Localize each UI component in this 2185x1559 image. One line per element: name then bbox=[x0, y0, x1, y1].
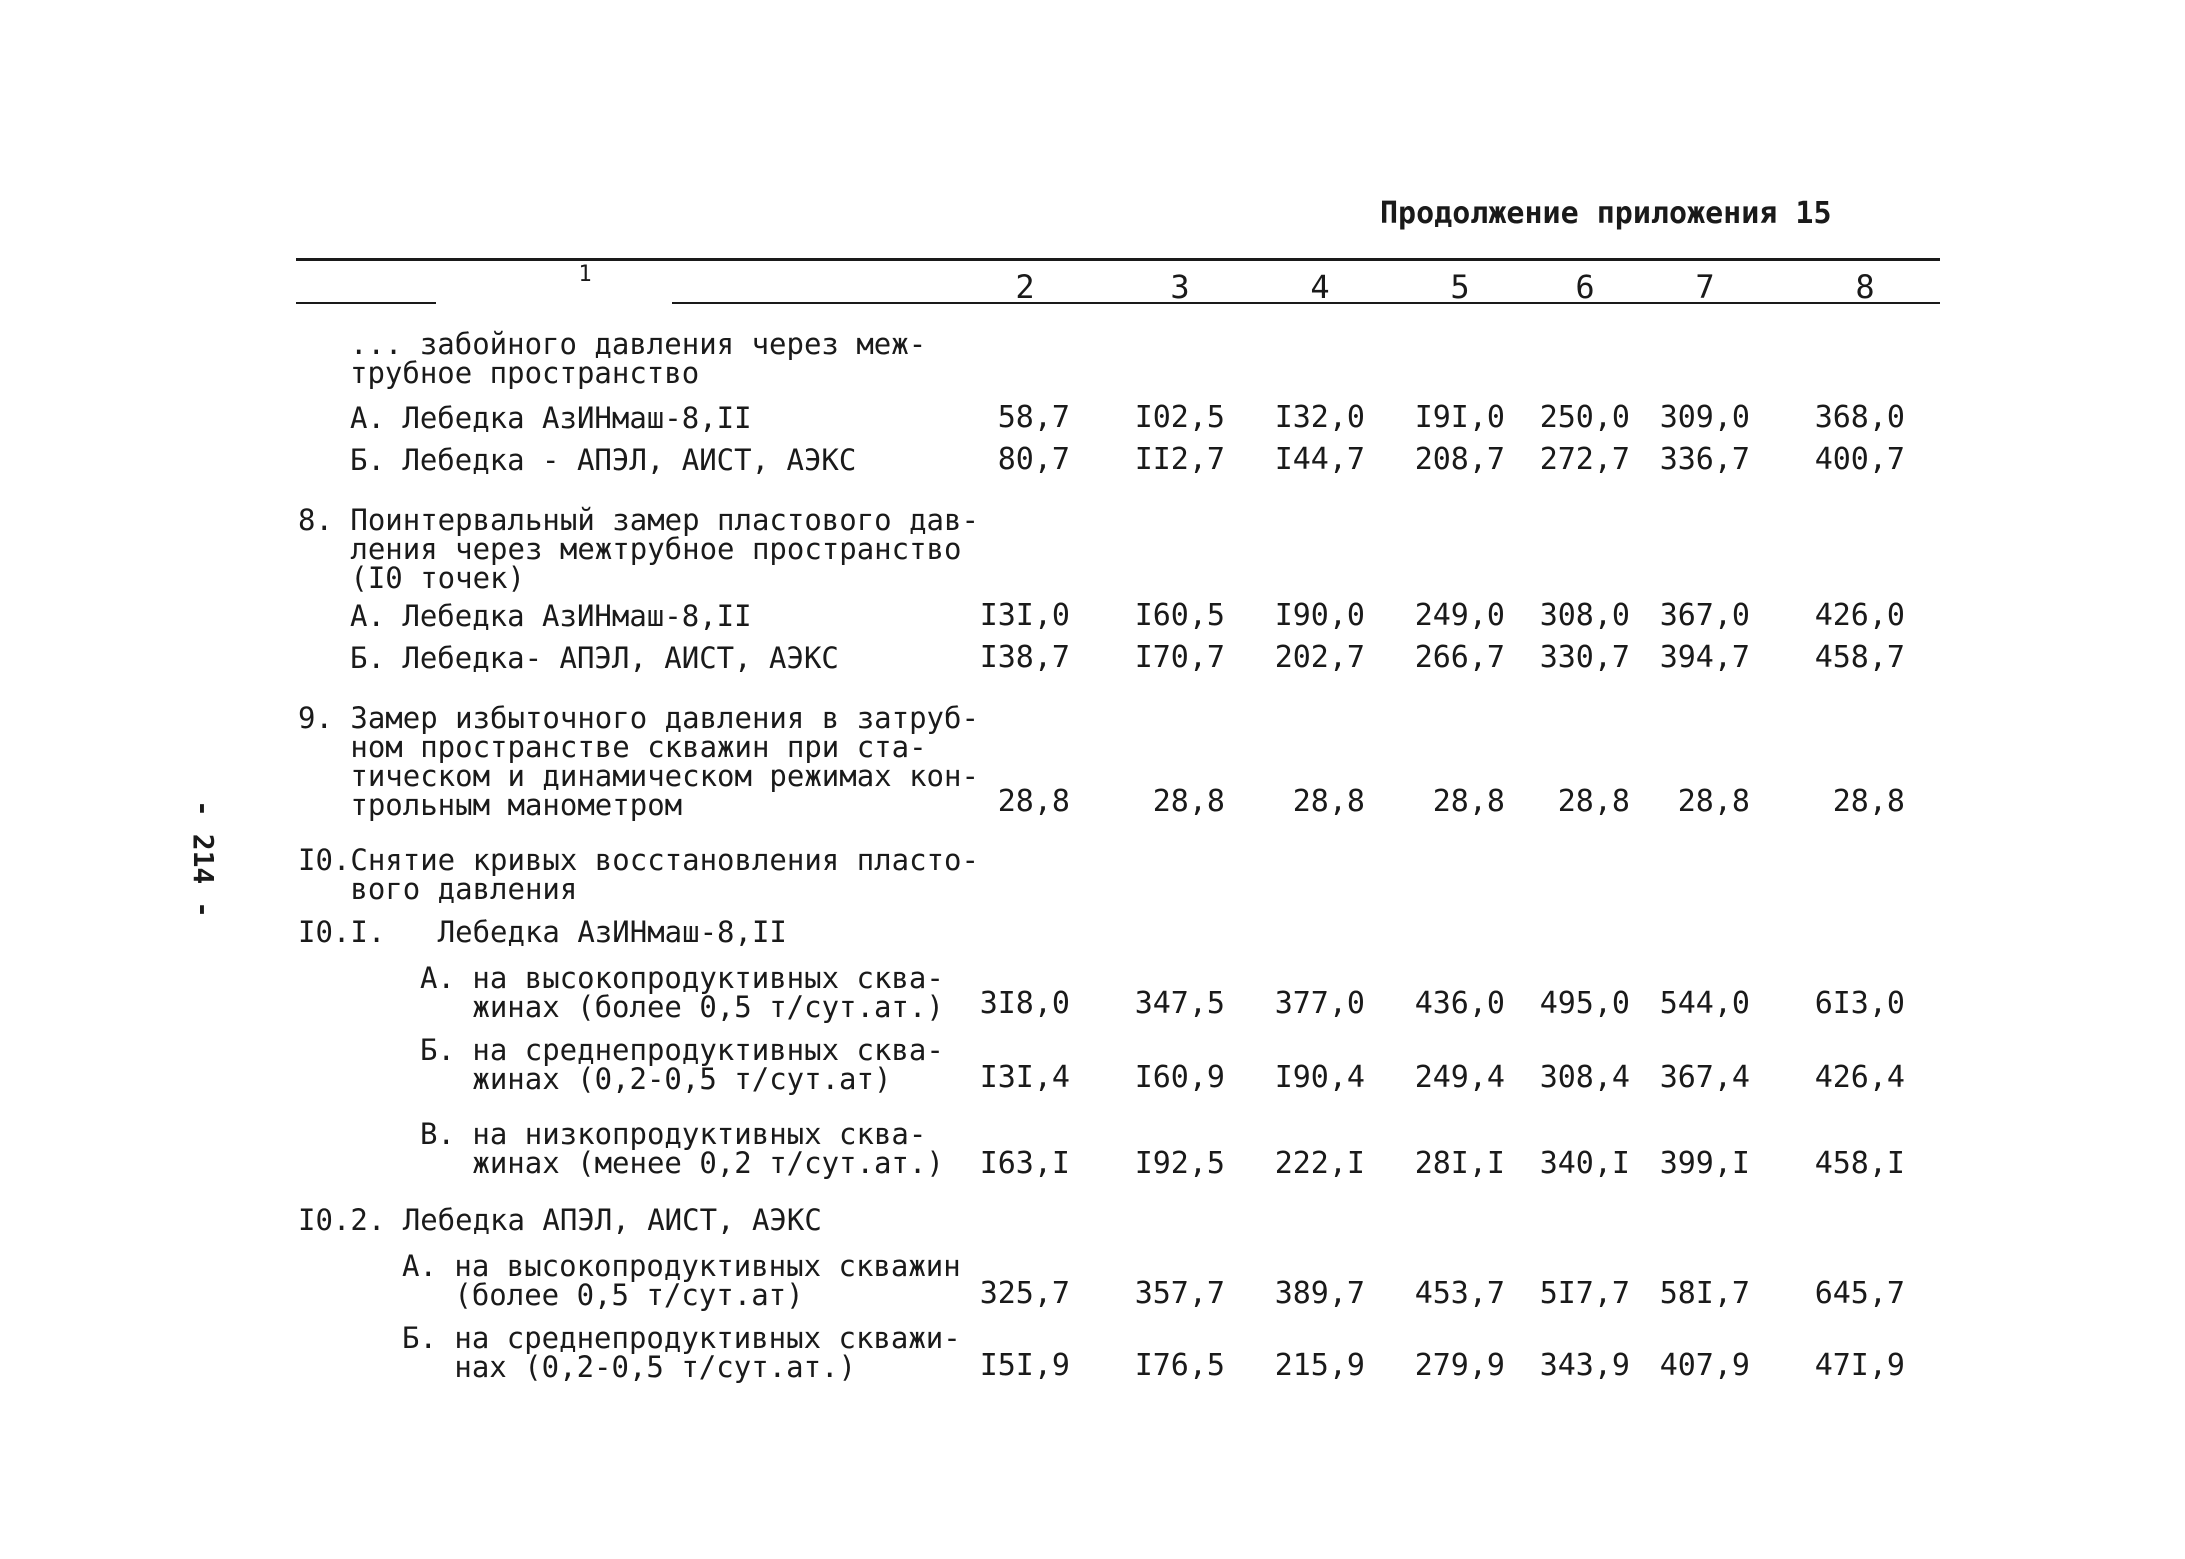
table-cell: I9I,0 bbox=[1414, 400, 1505, 435]
table-cell: 436,0 bbox=[1414, 986, 1505, 1021]
row-label: 8. Поинтервальный замер пластового дав- ления через межтрубное пространство (I0 точек) bbox=[298, 503, 979, 595]
table-cell: 28,8 bbox=[1292, 784, 1365, 819]
table-cell: 426,4 bbox=[1814, 1060, 1905, 1095]
table-cell: 266,7 bbox=[1414, 640, 1505, 675]
table-cell: 309,0 bbox=[1659, 400, 1750, 435]
table-cell: 222,I bbox=[1274, 1146, 1365, 1181]
table-cell: I90,0 bbox=[1274, 598, 1365, 633]
table-cell: I5I,9 bbox=[979, 1348, 1070, 1383]
table-cell: I32,0 bbox=[1274, 400, 1365, 435]
page-number: - 214 - bbox=[187, 800, 220, 919]
table-cell: 28,8 bbox=[1677, 784, 1750, 819]
table-cell: 367,0 bbox=[1659, 598, 1750, 633]
table-cell: 325,7 bbox=[979, 1276, 1070, 1311]
table-cell: 272,7 bbox=[1539, 442, 1630, 477]
row-label: А. Лебедка АзИНмаш-8,II bbox=[350, 599, 752, 633]
row-label: I0.Снятие кривых восстановления пласто- вого давления bbox=[298, 843, 979, 906]
table-top-rule bbox=[296, 258, 1940, 261]
table-cell: 215,9 bbox=[1274, 1348, 1365, 1383]
table-cell: 208,7 bbox=[1414, 442, 1505, 477]
table-cell: 336,7 bbox=[1659, 442, 1750, 477]
table-cell: 28I,I bbox=[1414, 1146, 1505, 1181]
row-label: А. Лебедка АзИНмаш-8,II bbox=[350, 401, 752, 435]
row-label: 9. Замер избыточного давления в затруб- ном пространстве скважин при ста- тическом и динамическом режимах кон- трольным манометром bbox=[298, 701, 979, 822]
table-header-rule-left bbox=[296, 302, 436, 304]
row-label: I0.2. Лебедка АПЭЛ, АИСТ, АЭКС bbox=[298, 1203, 822, 1237]
table-cell: 28,8 bbox=[1832, 784, 1905, 819]
table-cell: 458,7 bbox=[1814, 640, 1905, 675]
table-cell: 28,8 bbox=[1557, 784, 1630, 819]
table-cell: 400,7 bbox=[1814, 442, 1905, 477]
table-cell: 544,0 bbox=[1659, 986, 1750, 1021]
row-label: В. на низкопродуктивных сква- жинах (менее 0,2 т/сут.ат.) bbox=[420, 1117, 944, 1180]
column-header-4: 4 bbox=[1310, 268, 1330, 306]
table-cell: 343,9 bbox=[1539, 1348, 1630, 1383]
table-cell: I44,7 bbox=[1274, 442, 1365, 477]
table-cell: 453,7 bbox=[1414, 1276, 1505, 1311]
column-header-2: 2 bbox=[1015, 268, 1035, 306]
table-cell: 249,0 bbox=[1414, 598, 1505, 633]
table-cell: 58,7 bbox=[997, 400, 1070, 435]
row-label: ... забойного давления через меж- трубное пространство bbox=[350, 327, 927, 390]
table-cell: 202,7 bbox=[1274, 640, 1365, 675]
row-label: А. на высокопродуктивных скважин (более 0,5 т/сут.ат) bbox=[402, 1249, 961, 1312]
table-cell: I90,4 bbox=[1274, 1060, 1365, 1095]
column-header-6: 6 bbox=[1575, 268, 1595, 306]
table-cell: I02,5 bbox=[1134, 400, 1225, 435]
table-cell: 6I3,0 bbox=[1814, 986, 1905, 1021]
table-cell: I60,9 bbox=[1134, 1060, 1225, 1095]
table-cell: I3I,0 bbox=[979, 598, 1070, 633]
table-cell: 357,7 bbox=[1134, 1276, 1225, 1311]
table-cell: 28,8 bbox=[1432, 784, 1505, 819]
table-cell: 250,0 bbox=[1539, 400, 1630, 435]
column-header-3: 3 bbox=[1170, 268, 1190, 306]
table-cell: 368,0 bbox=[1814, 400, 1905, 435]
table-cell: 426,0 bbox=[1814, 598, 1905, 633]
table-cell: 645,7 bbox=[1814, 1276, 1905, 1311]
row-label: А. на высокопродуктивных сква- жинах (более 0,5 т/сут.ат.) bbox=[420, 961, 944, 1024]
table-cell: 394,7 bbox=[1659, 640, 1750, 675]
table-cell: 458,I bbox=[1814, 1146, 1905, 1181]
continuation-note: Продолжение приложения 15 bbox=[1380, 196, 1832, 231]
row-label: I0.I. Лебедка АзИНмаш-8,II bbox=[298, 915, 787, 949]
table-cell: 347,5 bbox=[1134, 986, 1225, 1021]
table-cell: II2,7 bbox=[1134, 442, 1225, 477]
table-cell: I63,I bbox=[979, 1146, 1070, 1181]
table-cell: 407,9 bbox=[1659, 1348, 1750, 1383]
table-cell: 3I8,0 bbox=[979, 986, 1070, 1021]
table-cell: I60,5 bbox=[1134, 598, 1225, 633]
row-label: Б. на среднепродуктивных скважи- нах (0,2-0,5 т/сут.ат.) bbox=[402, 1321, 961, 1384]
table-cell: I70,7 bbox=[1134, 640, 1225, 675]
column-header-7: 7 bbox=[1695, 268, 1715, 306]
table-cell: 389,7 bbox=[1274, 1276, 1365, 1311]
row-label: Б. Лебедка- АПЭЛ, АИСТ, АЭКС bbox=[350, 641, 839, 675]
table-cell: 308,0 bbox=[1539, 598, 1630, 633]
table-cell: 495,0 bbox=[1539, 986, 1630, 1021]
table-cell: 47I,9 bbox=[1814, 1348, 1905, 1383]
table-cell: 58I,7 bbox=[1659, 1276, 1750, 1311]
table-cell: 367,4 bbox=[1659, 1060, 1750, 1095]
table-cell: 28,8 bbox=[997, 784, 1070, 819]
table-cell: 80,7 bbox=[997, 442, 1070, 477]
column-header-1: 1 bbox=[578, 262, 592, 287]
table-cell: 399,I bbox=[1659, 1146, 1750, 1181]
table-cell: I38,7 bbox=[979, 640, 1070, 675]
table-cell: 28,8 bbox=[1152, 784, 1225, 819]
table-cell: 377,0 bbox=[1274, 986, 1365, 1021]
table-cell: 279,9 bbox=[1414, 1348, 1505, 1383]
table-cell: 340,I bbox=[1539, 1146, 1630, 1181]
table-cell: I3I,4 bbox=[979, 1060, 1070, 1095]
table-cell: 330,7 bbox=[1539, 640, 1630, 675]
row-label: Б. на среднепродуктивных сква- жинах (0,2-0,5 т/сут.ат) bbox=[420, 1033, 944, 1096]
row-label: Б. Лебедка - АПЭЛ, АИСТ, АЭКС bbox=[350, 443, 857, 477]
table-cell: 5I7,7 bbox=[1539, 1276, 1630, 1311]
column-header-5: 5 bbox=[1450, 268, 1470, 306]
table-cell: 308,4 bbox=[1539, 1060, 1630, 1095]
table-cell: I92,5 bbox=[1134, 1146, 1225, 1181]
column-header-8: 8 bbox=[1855, 268, 1875, 306]
table-cell: I76,5 bbox=[1134, 1348, 1225, 1383]
table-cell: 249,4 bbox=[1414, 1060, 1505, 1095]
